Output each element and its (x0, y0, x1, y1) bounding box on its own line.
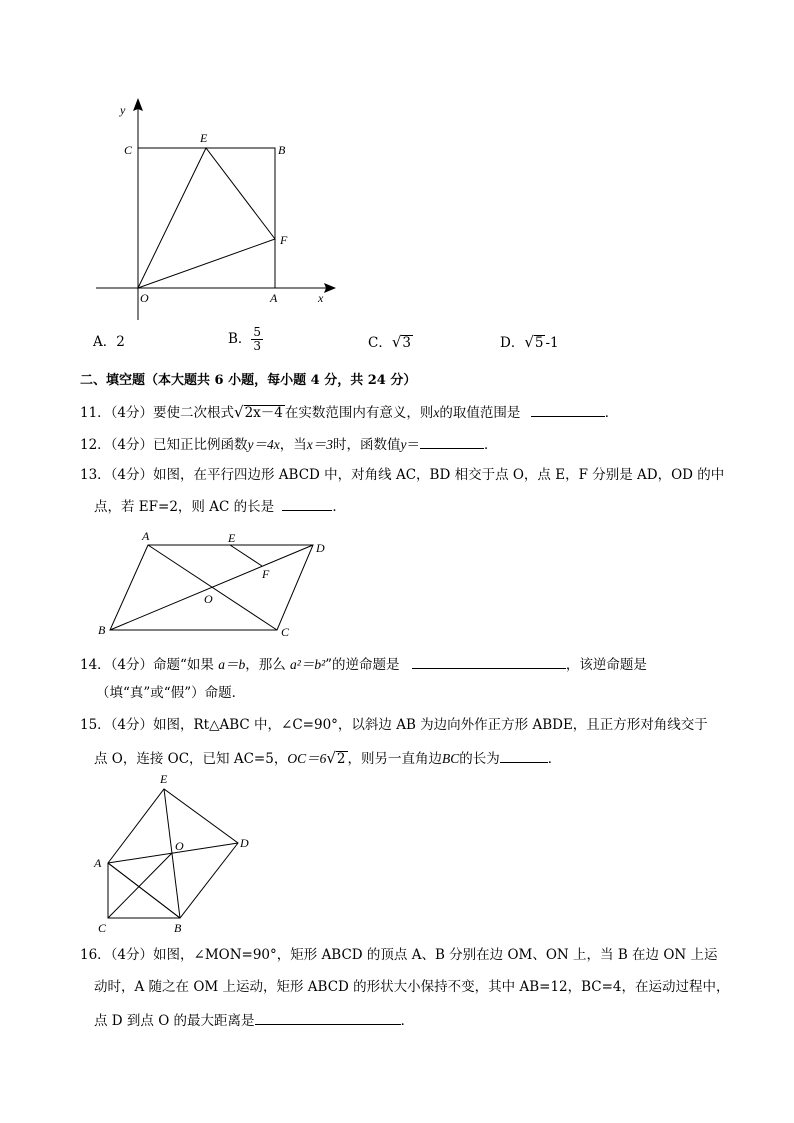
option-d (500, 333, 559, 352)
q13-text: 点，若 EF=2，则 AC 的长是 (94, 499, 275, 515)
question-14-line-1 (80, 654, 647, 674)
label-A: A (142, 529, 150, 543)
label-O: O (204, 592, 213, 606)
q12-variable: y (400, 437, 407, 452)
q11-text: 11．（4分）要使二次根式 (80, 405, 235, 421)
label-x: x (318, 291, 324, 305)
q14-answer-blank-1[interactable] (412, 654, 566, 669)
question-11 (80, 402, 618, 422)
label-F: F (280, 233, 288, 247)
option-c-radicand: 3 (402, 335, 411, 351)
option-d-radicand: 5 (534, 335, 544, 351)
radical-sign-icon: √ (234, 403, 244, 421)
radical-sign-icon: √ (326, 749, 336, 767)
label-A: A (94, 856, 102, 870)
question-15-line-1: 15．（4分）如图，Rt△ABC 中，∠C=90°，以斜边 AB 为边向外作正方形 ABDE，且正方形对角线交于 (80, 717, 708, 733)
label-E: E (160, 772, 168, 786)
q11-radicand: 2x－4 (244, 405, 283, 421)
q11-text-post: 的取值范围是 (439, 405, 521, 421)
q15-radicand: 2 (336, 751, 346, 767)
option-d-prefix: D． (500, 335, 525, 351)
q11-period: ． (604, 405, 619, 421)
q12-answer-blank[interactable] (420, 434, 484, 449)
question-14-line-2: （填“真”或“假”）命题． (96, 685, 246, 701)
q14-text-after: ，该逆命题是 (565, 657, 647, 673)
label-B: B (98, 623, 106, 637)
q16-text: 点 D 到点 O 的最大距离是 (94, 1013, 255, 1029)
q14-text: 14．（4分）命题“如果 (80, 657, 214, 673)
question-13-line-1: 13．（4分）如图，在平行四边形 ABCD 中，对角线 AC，BD 相交于点 O，点 E，F 分别是 AD，OD 的中 (80, 467, 725, 483)
question-15-line-2 (94, 748, 561, 768)
label-D: D (316, 541, 325, 555)
radical-sign-icon: √ (524, 333, 534, 351)
label-F: F (262, 567, 270, 581)
q14-conclusion: a²＝b² (290, 657, 326, 672)
q15-text-post: 的长为 (459, 751, 500, 767)
question-16-line-2: 动时，A 随之在 OM 上运动，矩形 ABCD 的形状大小保持不变，其中 AB=12，BC=4，在运动过程中， (94, 979, 730, 995)
q12-text: 12．（4分）已知正比例函数 (80, 437, 248, 453)
radical-sign-icon: √ (391, 333, 402, 351)
q12-period: ． (484, 437, 498, 453)
label-C: C (281, 625, 290, 639)
q11-text-mid: 在实数范围内有意义，则 (284, 405, 434, 421)
question-16-line-1: 16．（4分）如图，∠MON=90°，矩形 ABCD 的顶点 A、B 分别在边 OM、ON 上，当 B 在边 ON 上运 (80, 947, 718, 963)
q14-text-mid: ，那么 (245, 657, 286, 673)
square-coordinate-figure (88, 92, 348, 324)
label-y: y (120, 103, 126, 117)
label-B: B (174, 921, 182, 935)
q12-text-mid: ，当 (279, 437, 307, 453)
fraction-5-3 (251, 326, 263, 353)
section-2-title: 二、填空题（本大题共 6 小题，每小题 4 分，共 24 分） (80, 373, 417, 388)
label-A: A (270, 291, 278, 305)
q12-equals: ＝ (406, 437, 421, 453)
question-13-line-2 (94, 496, 346, 516)
q15-text: 点 O，连接 OC，已知 AC=5， (94, 751, 288, 767)
question-12 (80, 434, 498, 454)
label-E: E (228, 531, 236, 545)
q14-condition: a＝b (218, 657, 246, 672)
q15-text-mid: ，则另一直角边 (347, 751, 442, 767)
option-d-suffix: -1 (545, 335, 559, 351)
q15-answer-blank[interactable] (500, 748, 548, 763)
label-E: E (200, 131, 208, 145)
option-c-prefix: C． (368, 335, 392, 351)
fraction-numerator: 5 (253, 325, 262, 339)
q11-variable: x (433, 405, 440, 420)
label-C: C (98, 921, 107, 935)
question-16-line-3 (94, 1010, 414, 1030)
label-O: O (175, 839, 184, 853)
q12-condition: x＝3 (306, 437, 334, 452)
q14-text-post: ”的逆命题是 (325, 657, 400, 673)
q11-answer-blank[interactable] (531, 402, 605, 417)
q15-period: ． (547, 751, 562, 767)
q16-answer-blank[interactable] (255, 1010, 401, 1025)
q15-oc: OC＝6 (287, 751, 327, 766)
q16-period: ． (400, 1013, 415, 1029)
option-a: A．2 (93, 334, 125, 350)
q13-answer-blank[interactable] (282, 496, 332, 511)
square-on-hypotenuse-figure (88, 770, 268, 940)
q13-period: ． (332, 499, 346, 515)
q12-text-mid2: 时，函数值 (333, 437, 401, 453)
label-B: B (278, 143, 286, 157)
label-O: O (140, 291, 149, 305)
q15-bc: BC (442, 751, 460, 766)
label-C: C (124, 143, 133, 157)
q12-function: y＝4x (247, 437, 280, 452)
option-b-prefix: B． (228, 331, 252, 347)
label-D: D (240, 836, 249, 850)
fraction-denominator: 3 (253, 339, 262, 353)
option-c (368, 333, 413, 352)
option-b (228, 326, 263, 353)
parallelogram-figure (92, 528, 342, 643)
